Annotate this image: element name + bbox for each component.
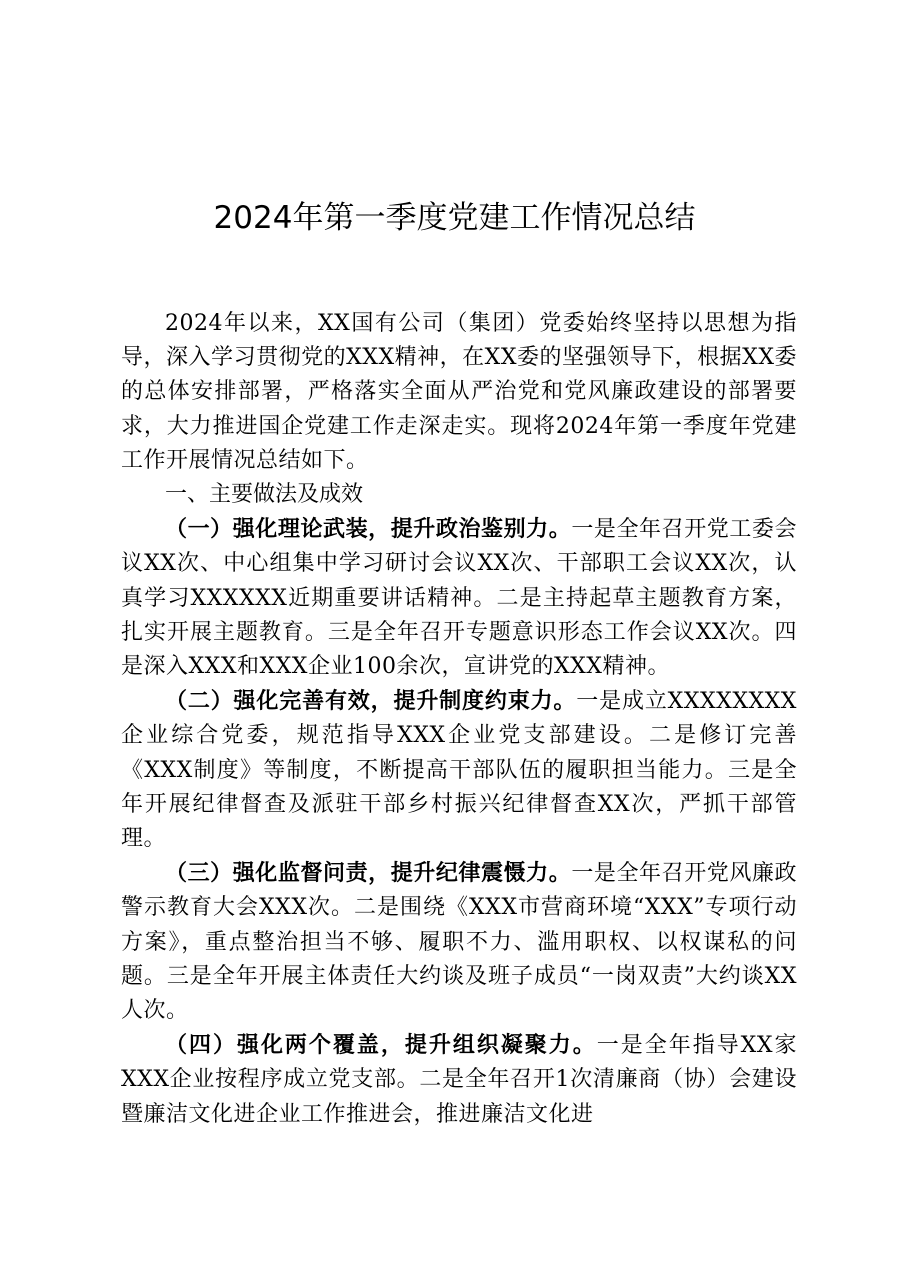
item-lead: （二）强化完善有效，提升制度约束力。 [165, 688, 577, 715]
document-title: 2024年第一季度党建工作情况总结 [213, 200, 696, 236]
item-lead: （四）强化两个覆盖，提升组织凝聚力。 [165, 1032, 597, 1059]
section-item-2 [121, 684, 797, 856]
section-item-1 [121, 512, 797, 684]
item-text: 一是全年召开党风廉政警示教育大会XXX次。二是围绕《XXX市营商环境“XXX”专项行动方案》，重点整治担当不够、履职不力、滥用职权、以权谋私的问题。三是全年开展主体责任大约谈及班子成员“一岗双责”大约谈XX人次。 [121, 861, 797, 1024]
item-text: 一是全年召开党工委会议XX次、中心组集中学习研讨会议XX次、干部职工会议XX次，认真学习XXXXXX近期重要讲话精神。二是主持起草主题教育方案，扎实开展主题教育。三是全年召开专题意识形态工作会议XX次。四是深入XXX和XXX企业100余次，宣讲党的XXX精神。 [121, 517, 797, 680]
section-item-3 [121, 856, 797, 1028]
item-text: 一是成立XXXXXXXX企业综合党委，规范指导XXX企业党支部建设。二是修订完善《XXX制度》等制度，不断提高干部队伍的履职担当能力。三是全年开展纪律督查及派驻干部乡村振兴纪律督查XX次，严抓干部管理。 [121, 689, 797, 852]
intro-paragraph: 2024年以来，XX国有公司（集团）党委始终坚持以思想为指导，深入学习贯彻党的XXX精神，在XX委的坚强领导下，根据XX委的总体安排部署，严格落实全面从严治党和党风廉政建设的部署要求，大力推进国企党建工作走深走实。现将2024年第一季度年党建工作开展情况总结如下。 [121, 311, 797, 473]
section-heading: 一、主要做法及成效 [165, 482, 364, 508]
item-lead: （一）强化理论武装，提升政治鉴别力。 [165, 516, 572, 543]
document-body [121, 307, 797, 1132]
section-item-4 [121, 1028, 797, 1132]
item-text: 一是全年指导XX家XXX企业按程序成立党支部。二是全年召开1次清廉商（协）会建设暨廉洁文化进企业工作推进会，推进廉洁文化进 [121, 1033, 797, 1127]
item-lead: （三）强化监督问责，提升纪律震慑力。 [165, 860, 572, 887]
